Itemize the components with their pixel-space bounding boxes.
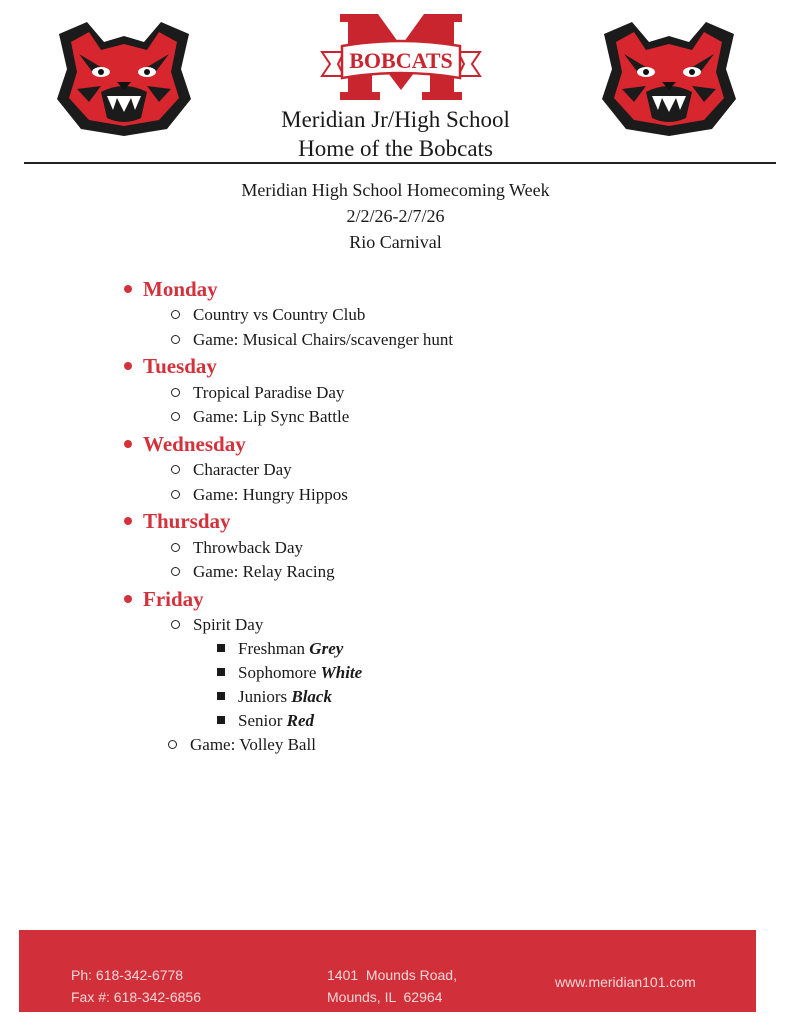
school-name: Meridian Jr/High School bbox=[281, 107, 510, 132]
bullet-dot-icon bbox=[124, 285, 132, 293]
meridian-m-logo bbox=[318, 12, 484, 106]
event-dates: 2/2/26-2/7/26 bbox=[346, 206, 445, 226]
list-item: Game: Relay Racing bbox=[171, 561, 335, 583]
bullet-square-icon bbox=[217, 668, 225, 676]
day-heading-thursday: Thursday bbox=[124, 508, 231, 534]
bullet-circle-icon bbox=[171, 412, 180, 421]
bullet-circle-icon bbox=[171, 490, 180, 499]
bullet-circle-icon bbox=[171, 465, 180, 474]
day-heading-monday: Monday bbox=[124, 276, 218, 302]
footer-address-line1: 1401 Mounds Road, bbox=[327, 967, 457, 983]
spirit-color-item: Juniors Black bbox=[217, 686, 332, 708]
list-item: Game: Musical Chairs/scavenger hunt bbox=[171, 329, 453, 351]
bullet-square-icon bbox=[217, 692, 225, 700]
footer-address-line2: Mounds, IL 62964 bbox=[327, 989, 443, 1005]
bullet-square-icon bbox=[217, 644, 225, 652]
school-tagline: Home of the Bobcats bbox=[298, 136, 493, 161]
spirit-color-item: Sophomore White bbox=[217, 662, 362, 684]
list-item: Throwback Day bbox=[171, 537, 303, 559]
list-item: Tropical Paradise Day bbox=[171, 382, 344, 404]
bullet-circle-icon bbox=[171, 388, 180, 397]
bullet-dot-icon bbox=[124, 595, 132, 603]
list-item: Country vs Country Club bbox=[171, 304, 365, 326]
day-heading-wednesday: Wednesday bbox=[124, 431, 246, 457]
footer-fax: Fax #: 618-342-6856 bbox=[71, 989, 201, 1005]
bullet-circle-icon bbox=[171, 543, 180, 552]
day-heading-friday: Friday bbox=[124, 586, 204, 612]
bullet-dot-icon bbox=[124, 440, 132, 448]
list-item: Game: Volley Ball bbox=[168, 734, 316, 756]
bullet-circle-icon bbox=[171, 310, 180, 319]
banner-text: BOBCATS bbox=[349, 48, 453, 73]
list-item: Character Day bbox=[171, 459, 292, 481]
day-heading-tuesday: Tuesday bbox=[124, 353, 217, 379]
header-divider bbox=[24, 162, 776, 164]
spirit-color-item: Freshman Grey bbox=[217, 638, 343, 660]
list-item: Game: Lip Sync Battle bbox=[171, 406, 349, 428]
spirit-color-item: Senior Red bbox=[217, 710, 314, 732]
list-item: Game: Hungry Hippos bbox=[171, 484, 348, 506]
bullet-dot-icon bbox=[124, 517, 132, 525]
bullet-circle-icon bbox=[168, 740, 177, 749]
event-theme: Rio Carnival bbox=[349, 232, 442, 252]
footer-banner bbox=[19, 930, 756, 1012]
bullet-circle-icon bbox=[171, 620, 180, 629]
list-item: Spirit Day bbox=[171, 614, 263, 636]
bullet-circle-icon bbox=[171, 567, 180, 576]
bullet-square-icon bbox=[217, 716, 225, 724]
bullet-dot-icon bbox=[124, 362, 132, 370]
bullet-circle-icon bbox=[171, 335, 180, 344]
event-title: Meridian High School Homecoming Week bbox=[241, 180, 550, 200]
footer-website-link[interactable]: www.meridian101.com bbox=[555, 974, 696, 990]
footer-phone: Ph: 618-342-6778 bbox=[71, 967, 184, 983]
